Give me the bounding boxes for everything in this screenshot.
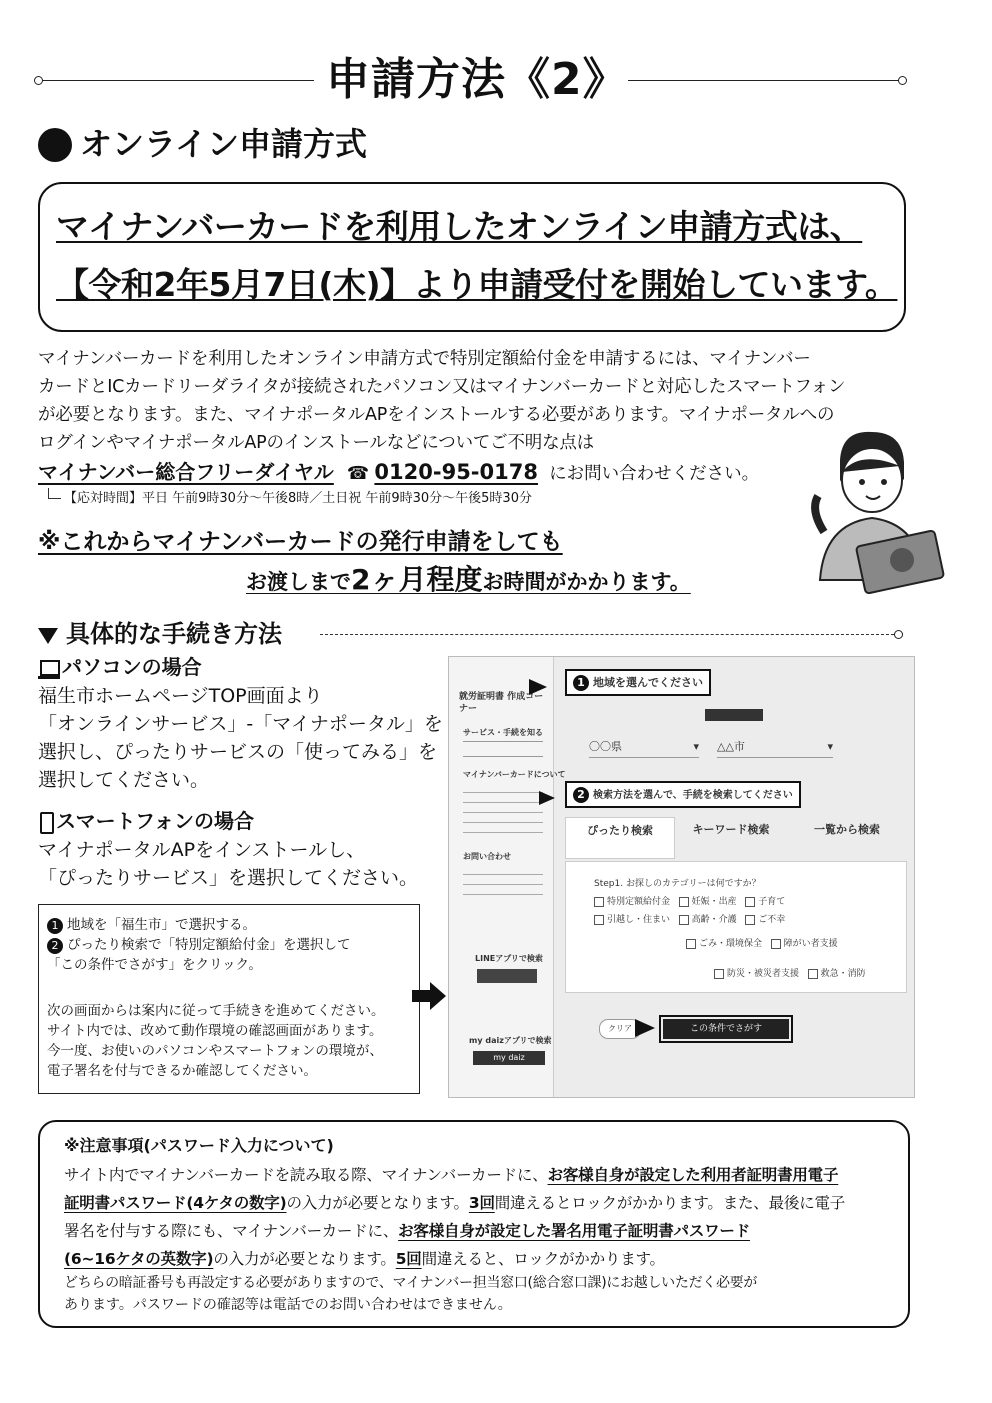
caution-l1b: お客様自身が設定した利用者証明書用電子 xyxy=(547,1166,839,1184)
warning-line-1: ※これからマイナンバーカードの発行申請をしても xyxy=(38,529,563,555)
shot-pref-value: 〇〇県 xyxy=(589,740,622,753)
shot-callout-region-text: 地域を選んでください xyxy=(593,676,703,689)
caution-l4a: (6~16ケタの英数字) xyxy=(64,1250,214,1268)
box-line-7: 電子署名を付与できるか確認してください。 xyxy=(47,1063,317,1079)
free-dial-line xyxy=(38,456,759,485)
shot-cat-1-checkbox[interactable] xyxy=(594,897,604,907)
shot-arrow-1 xyxy=(529,679,547,695)
box-line-4: 次の画面からは案内に従って手続きを進めてください。 xyxy=(47,1003,385,1019)
free-dial-suffix: にお問い合わせください。 xyxy=(549,464,760,484)
box-step-2-text: ぴったり検索で「特別定額給付金」を選択して xyxy=(67,937,351,953)
shot-cat-row-3 xyxy=(686,936,838,949)
shot-cat-2: 妊娠・出産 xyxy=(691,897,737,907)
box-line-6: 今一度、お使いのパソコンやスマートフォンの環境が、 xyxy=(47,1043,383,1059)
shot-cat-9: 防災・被災者支援 xyxy=(727,969,800,979)
shot-cat-4: 引越し・住まい xyxy=(607,915,671,925)
step-1-number-icon: 1 xyxy=(47,918,63,934)
steps-rule-end xyxy=(894,630,903,639)
shot-side-lines-1 xyxy=(463,741,543,757)
shot-cat-8-checkbox[interactable] xyxy=(771,939,781,949)
person-laptop-illustration xyxy=(790,420,950,596)
steps-rule xyxy=(320,634,894,635)
shot-cat-3: 子育て xyxy=(758,897,786,907)
shot-cat-6-checkbox[interactable] xyxy=(745,915,755,925)
shot-cat-1: 特別定額給付金 xyxy=(607,897,671,907)
pc-icon-base xyxy=(38,676,60,679)
caution-line-2 xyxy=(64,1190,845,1216)
steps-triangle-icon xyxy=(38,628,58,644)
notice-line-2: 【令和2年5月7日(木)】より申請受付を開始しています。 xyxy=(56,265,898,304)
caution-line-5: どちらの暗証番号も再設定する必要がありますので、マイナンバー担当窓口(総合窓口課)にお越しいただく必要が xyxy=(64,1275,758,1291)
box-step-1 xyxy=(47,915,256,935)
caution-line-3 xyxy=(64,1218,750,1244)
steps-title: 具体的な手続き方法 xyxy=(66,620,282,648)
header-rule-left xyxy=(42,80,314,81)
shot-pref-caret-icon: ▾ xyxy=(693,740,699,753)
smartphone-icon xyxy=(40,812,54,834)
box-step-2 xyxy=(47,935,351,955)
shot-callout-region xyxy=(565,669,711,696)
shot-mydaiz-button[interactable]: my daiz xyxy=(473,1051,545,1065)
shot-cat-7: ごみ・環境保全 xyxy=(699,939,763,949)
shot-cat-5: 高齢・介護 xyxy=(691,915,737,925)
shot-search-button-label: この条件でさがす xyxy=(663,1019,789,1039)
intro-line-4: ログインやマイナポータルAPのインストールなどについてご不明な点は xyxy=(38,433,594,453)
shot-search-button[interactable] xyxy=(659,1015,793,1043)
sp-line-1: マイナポータルAPをインストールし、 xyxy=(38,839,366,861)
shot-side-3: お問い合わせ xyxy=(463,852,511,861)
warning-line-2a: お渡しまで xyxy=(246,570,351,594)
shot-cat-row-4 xyxy=(714,966,866,979)
box-step-1-text: 地域を「福生市」で選択する。 xyxy=(67,917,256,933)
shot-cat-8: 障がい者支援 xyxy=(783,939,838,949)
shot-side-2: マイナンバーカードについて xyxy=(463,770,566,779)
response-hours: 【応対時間】平日 午前9時30分～午後8時／土日祝 午前9時30分～午後5時30分 xyxy=(64,491,532,506)
caution-l4b: の入力が必要となります。 xyxy=(213,1250,396,1268)
warning-duration: 2ヶ月程度 xyxy=(351,563,483,596)
pc-title: パソコンの場合 xyxy=(62,655,202,679)
pc-line-1: 福生市ホームページTOP画面より xyxy=(38,685,323,707)
shot-cat-5-checkbox[interactable] xyxy=(679,915,689,925)
shot-cat-row-2 xyxy=(594,912,785,925)
instructions-box xyxy=(38,904,420,1094)
arrow-right-icon xyxy=(412,980,448,1012)
callout-2-number-icon: 2 xyxy=(573,787,589,803)
shot-cat-4-checkbox[interactable] xyxy=(594,915,604,925)
intro-line-1: マイナンバーカードを利用したオンライン申請方式で特別定額給付金を申請するには、マイナンバー xyxy=(38,349,811,369)
shot-side-lines-3 xyxy=(463,865,543,895)
shot-step1: Step1. お探しのカテゴリーは何ですか？ xyxy=(594,879,761,889)
shot-cat-10: 救急・消防 xyxy=(820,969,866,979)
pc-line-2: 「オンラインサービス」-「マイナポータル」を xyxy=(38,713,443,735)
shot-tab-pittari-label: ぴったり検索 xyxy=(587,824,653,837)
shot-sidebar xyxy=(449,657,566,1097)
caution-line-4 xyxy=(64,1246,665,1272)
caution-l4d: 間違えると、ロックがかかります。 xyxy=(421,1250,665,1268)
page-title: 申請方法《2》 xyxy=(326,54,628,105)
caution-l2d: 間違えるとロックがかかります。また、最後に電子 xyxy=(494,1194,846,1212)
intro-line-3: が必要となります。また、マイナポータルAPをインストールする必要があります。マイナポータルへの xyxy=(38,405,835,425)
shot-callout-search xyxy=(565,781,801,808)
notice-line-1: マイナンバーカードを利用したオンライン申請方式は、 xyxy=(56,207,863,246)
shot-line-label: LINEアプリで検索 xyxy=(475,954,543,963)
shot-line-button[interactable] xyxy=(477,969,537,983)
sp-line-2: 「ぴったりサービス」を選択してください。 xyxy=(38,867,419,889)
notice-box xyxy=(38,182,906,332)
shot-mydaiz-label: my daizアプリで検索 xyxy=(469,1036,552,1045)
box-line-5: サイト内では、改めて動作環境の確認画面があります。 xyxy=(47,1023,383,1039)
header-rule-right-end xyxy=(898,76,907,85)
intro-line-2: カードとICカードリーダライタが接続されたパソコン又はマイナンバーカードと対応したスマートフォン xyxy=(38,377,846,397)
shot-cat-2-checkbox[interactable] xyxy=(679,897,689,907)
shot-callout-search-text: 検索方法を選んで、手続を検索してください xyxy=(593,790,793,801)
pc-icon xyxy=(40,660,60,676)
caution-line-1 xyxy=(64,1162,838,1188)
caution-line-6: あります。パスワードの確認等は電話でのお問い合わせはできません。 xyxy=(64,1297,512,1313)
shot-cat-6: ご不幸 xyxy=(758,915,786,925)
shot-tab-list[interactable] xyxy=(789,817,905,857)
callout-1-number-icon: 1 xyxy=(573,675,589,691)
hours-corner xyxy=(48,488,61,499)
shot-tab-keyword[interactable] xyxy=(677,817,785,857)
header-rule-left-end xyxy=(34,76,43,85)
shot-clear-button[interactable]: クリア xyxy=(599,1019,641,1039)
pc-line-4: 選択してください。 xyxy=(38,769,210,791)
shot-cat-10-checkbox[interactable] xyxy=(808,969,818,979)
shot-side-title: 就労証明書 作成コーナー xyxy=(459,692,544,714)
shot-cat-3-checkbox[interactable] xyxy=(745,897,755,907)
shot-city-select[interactable] xyxy=(717,737,833,758)
caution-l2a: 証明書パスワード(4ケタの数字) xyxy=(64,1194,287,1212)
caution-l2c: 3回 xyxy=(468,1194,495,1212)
caution-box xyxy=(38,1120,910,1328)
free-dial-number: 0120-95-0178 xyxy=(374,460,538,484)
step-2-number-icon: 2 xyxy=(47,938,63,954)
shot-cat-9-checkbox[interactable] xyxy=(714,969,724,979)
shot-tab-keyword-label: キーワード検索 xyxy=(692,823,770,836)
website-screenshot xyxy=(448,656,915,1098)
warning-line-2c: お時間がかかります。 xyxy=(482,570,691,594)
section-title: オンライン申請方式 xyxy=(80,125,368,163)
caution-l3a: 署名を付与する際にも、マイナンバーカードに、 xyxy=(64,1222,399,1240)
section-bullet xyxy=(38,128,72,162)
shot-pref-select[interactable] xyxy=(589,737,699,758)
caution-l3b: お客様自身が設定した署名用電子証明書パスワード xyxy=(398,1222,751,1240)
caution-l1a: サイト内でマイナンバーカードを読み取る際、マイナンバーカードに、 xyxy=(64,1166,548,1184)
pc-line-3: 選択し、ぴったりサービスの「使ってみる」を xyxy=(38,741,438,763)
free-dial-name: マイナンバー総合フリーダイヤル xyxy=(38,460,334,484)
caution-title: ※注意事項(パスワード入力について) xyxy=(64,1136,334,1155)
warning-line-2 xyxy=(246,562,691,602)
shot-cat-row-1 xyxy=(594,894,785,907)
shot-cat-7-checkbox[interactable] xyxy=(686,939,696,949)
header-rule-right xyxy=(628,80,900,81)
shot-tab-list-label: 一覧から検索 xyxy=(814,823,880,836)
shot-category-panel xyxy=(565,861,907,993)
shot-side-lines-2 xyxy=(463,783,543,833)
shot-city-value: △△市 xyxy=(717,740,745,753)
shot-city-caret-icon: ▾ xyxy=(827,740,833,753)
caution-l4c: 5回 xyxy=(395,1250,422,1268)
box-step-2b: 「この条件でさがす」をクリック。 xyxy=(47,957,262,973)
sp-title: スマートフォンの場合 xyxy=(56,809,254,833)
shot-arrow-3 xyxy=(635,1019,655,1037)
shot-arrow-2 xyxy=(539,791,555,805)
caution-l2b: の入力が必要となります。 xyxy=(286,1194,469,1212)
shot-tab-pittari[interactable] xyxy=(565,817,675,859)
shot-side-1: サービス・手続を知る xyxy=(463,728,543,737)
shot-region-button[interactable] xyxy=(705,709,763,721)
phone-icon: ☎ xyxy=(346,463,370,484)
